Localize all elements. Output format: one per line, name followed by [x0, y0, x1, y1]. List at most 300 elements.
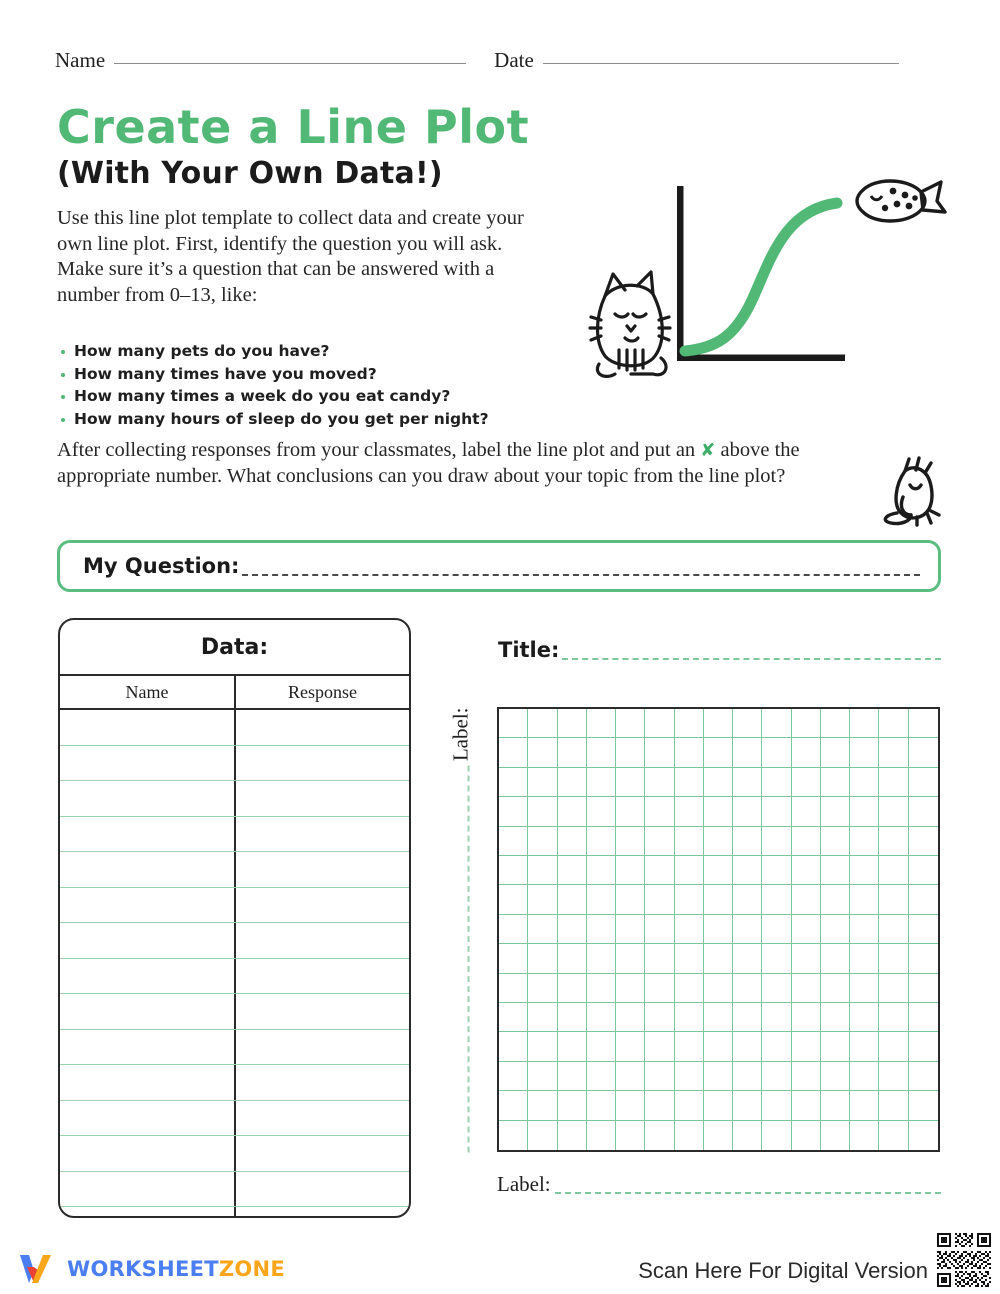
- grid-cell[interactable]: [675, 974, 704, 1003]
- grid-cell[interactable]: [879, 1091, 908, 1120]
- grid-cell[interactable]: [821, 885, 850, 914]
- grid-cell[interactable]: [616, 1032, 645, 1061]
- grid-cell[interactable]: [558, 885, 587, 914]
- table-cell-name[interactable]: [60, 1101, 236, 1136]
- grid-cell[interactable]: [675, 1062, 704, 1091]
- grid-cell[interactable]: [792, 885, 821, 914]
- grid-cell[interactable]: [909, 1091, 938, 1120]
- grid-cell[interactable]: [879, 1003, 908, 1032]
- grid-cell[interactable]: [528, 885, 557, 914]
- grid-cell[interactable]: [792, 1003, 821, 1032]
- table-row[interactable]: [60, 923, 409, 959]
- grid-cell[interactable]: [616, 1062, 645, 1091]
- grid-cell[interactable]: [733, 827, 762, 856]
- grid-cell[interactable]: [499, 856, 528, 885]
- grid-cell[interactable]: [675, 885, 704, 914]
- list-item: How many times a week do you eat candy?: [60, 385, 580, 408]
- grid-cell[interactable]: [733, 797, 762, 826]
- grid-cell[interactable]: [558, 1091, 587, 1120]
- grid-cell[interactable]: [528, 915, 557, 944]
- grid-cell[interactable]: [675, 709, 704, 738]
- table-cell-response[interactable]: [236, 1030, 409, 1065]
- grid-cell[interactable]: [909, 709, 938, 738]
- data-table: [58, 618, 411, 1218]
- table-row[interactable]: [60, 1172, 409, 1208]
- grid-cell[interactable]: [645, 1003, 674, 1032]
- table-cell-response[interactable]: [236, 781, 409, 816]
- grid-cell[interactable]: [499, 1091, 528, 1120]
- grid-cell[interactable]: [733, 1121, 762, 1150]
- grid-cell[interactable]: [733, 738, 762, 767]
- grid-cell[interactable]: [879, 856, 908, 885]
- grid-cell[interactable]: [792, 709, 821, 738]
- grid-cell[interactable]: [704, 797, 733, 826]
- grid-cell[interactable]: [850, 1121, 879, 1150]
- grid-cell[interactable]: [850, 856, 879, 885]
- table-row[interactable]: [60, 817, 409, 853]
- grid-cell[interactable]: [733, 885, 762, 914]
- table-row[interactable]: [60, 710, 409, 746]
- grid-cell[interactable]: [733, 974, 762, 1003]
- grid-cell[interactable]: [587, 709, 616, 738]
- grid-cell[interactable]: [704, 915, 733, 944]
- grid-cell[interactable]: [558, 915, 587, 944]
- my-question-input-line[interactable]: [242, 574, 920, 576]
- grid-cell[interactable]: [704, 856, 733, 885]
- grid-cell[interactable]: [675, 856, 704, 885]
- grid-cell[interactable]: [850, 768, 879, 797]
- table-cell-name[interactable]: [60, 959, 236, 994]
- grid-cell[interactable]: [704, 885, 733, 914]
- table-cell-name[interactable]: [60, 1172, 236, 1207]
- grid-cell[interactable]: [762, 885, 791, 914]
- grid-cell[interactable]: [909, 1003, 938, 1032]
- grid-cell[interactable]: [587, 797, 616, 826]
- grid-cell[interactable]: [675, 1121, 704, 1150]
- grid-cell[interactable]: [850, 1091, 879, 1120]
- table-cell-response[interactable]: [236, 959, 409, 994]
- grid-cell[interactable]: [792, 768, 821, 797]
- grid-cell[interactable]: [762, 1032, 791, 1061]
- grid-cell[interactable]: [792, 856, 821, 885]
- table-row[interactable]: [60, 1030, 409, 1066]
- table-row[interactable]: [60, 1136, 409, 1172]
- grid-cell[interactable]: [499, 827, 528, 856]
- table-cell-response[interactable]: [236, 1065, 409, 1100]
- grid-cell[interactable]: [587, 974, 616, 1003]
- grid-cell[interactable]: [909, 1121, 938, 1150]
- grid-cell[interactable]: [499, 738, 528, 767]
- name-input-line[interactable]: [114, 62, 466, 64]
- grid-cell[interactable]: [704, 827, 733, 856]
- grid-cell[interactable]: [850, 1003, 879, 1032]
- table-row[interactable]: [60, 781, 409, 817]
- grid-cell[interactable]: [762, 974, 791, 1003]
- grid-cell[interactable]: [587, 915, 616, 944]
- grid-cell[interactable]: [587, 885, 616, 914]
- grid-cell[interactable]: [528, 1062, 557, 1091]
- grid-cell[interactable]: [792, 915, 821, 944]
- grid-cell[interactable]: [704, 1121, 733, 1150]
- grid-cell[interactable]: [587, 768, 616, 797]
- grid-cell[interactable]: [792, 738, 821, 767]
- grid-cell[interactable]: [704, 768, 733, 797]
- grid-cell[interactable]: [821, 827, 850, 856]
- bird-illustration: [875, 455, 955, 530]
- grid-cell[interactable]: [675, 827, 704, 856]
- grid-cell[interactable]: [616, 1121, 645, 1150]
- table-row[interactable]: [60, 852, 409, 888]
- grid-cell[interactable]: [879, 827, 908, 856]
- grid-cell[interactable]: [850, 738, 879, 767]
- grid-cell[interactable]: [616, 1003, 645, 1032]
- grid-cell[interactable]: [616, 738, 645, 767]
- table-cell-name[interactable]: [60, 781, 236, 816]
- table-cell-response[interactable]: [236, 994, 409, 1029]
- grid-cell[interactable]: [762, 709, 791, 738]
- grid-cell[interactable]: [616, 974, 645, 1003]
- grid-cell[interactable]: [821, 1032, 850, 1061]
- grid-cell[interactable]: [909, 856, 938, 885]
- grid-cell[interactable]: [909, 738, 938, 767]
- table-cell-name[interactable]: [60, 852, 236, 887]
- grid-cell[interactable]: [704, 738, 733, 767]
- grid-cell[interactable]: [909, 797, 938, 826]
- grid-cell[interactable]: [558, 768, 587, 797]
- worksheetzone-logo[interactable]: [18, 1252, 285, 1286]
- grid-cell[interactable]: [645, 856, 674, 885]
- grid-cell[interactable]: [909, 827, 938, 856]
- grid-cell[interactable]: [733, 915, 762, 944]
- plot-title-input-line[interactable]: [562, 658, 941, 660]
- cat-icon: [590, 272, 670, 376]
- table-cell-response[interactable]: [236, 1136, 409, 1171]
- grid-cell[interactable]: [762, 827, 791, 856]
- grid-cell[interactable]: [850, 885, 879, 914]
- grid-cell[interactable]: [792, 944, 821, 973]
- table-cell-name[interactable]: [60, 746, 236, 781]
- grid-cell[interactable]: [528, 1121, 557, 1150]
- grid-cell[interactable]: [616, 709, 645, 738]
- grid-cell[interactable]: [792, 1121, 821, 1150]
- table-cell-name[interactable]: [60, 923, 236, 958]
- grid-cell[interactable]: [733, 944, 762, 973]
- grid-cell[interactable]: [558, 974, 587, 1003]
- grid-cell[interactable]: [528, 827, 557, 856]
- grid-cell[interactable]: [528, 974, 557, 1003]
- intro-paragraph: Use this line plot template to collect data and create your own line plot. First, identify the question you will ask. Make sure it’s a question that can be answered with a number from 0–13, like:: [57, 207, 524, 306]
- grid-cell[interactable]: [645, 885, 674, 914]
- grid-cell[interactable]: [704, 1091, 733, 1120]
- grid-cell[interactable]: [587, 856, 616, 885]
- grid-cell[interactable]: [821, 944, 850, 973]
- grid-cell[interactable]: [558, 1062, 587, 1091]
- grid-cell[interactable]: [821, 1121, 850, 1150]
- grid-cell[interactable]: [733, 709, 762, 738]
- name-label: Name: [55, 48, 106, 72]
- grid-cell[interactable]: [792, 827, 821, 856]
- grid-cell[interactable]: [675, 768, 704, 797]
- grid-cell[interactable]: [587, 738, 616, 767]
- grid-cell[interactable]: [645, 797, 674, 826]
- grid-cell[interactable]: [528, 1003, 557, 1032]
- grid-cell[interactable]: [909, 768, 938, 797]
- grid-cell[interactable]: [675, 944, 704, 973]
- grid-cell[interactable]: [528, 1032, 557, 1061]
- grid-cell[interactable]: [733, 1091, 762, 1120]
- grid-cell[interactable]: [499, 1121, 528, 1150]
- grid-cell[interactable]: [645, 1032, 674, 1061]
- grid-cell[interactable]: [499, 915, 528, 944]
- grid-cell[interactable]: [879, 944, 908, 973]
- grid-cell[interactable]: [704, 1032, 733, 1061]
- grid-cell[interactable]: [616, 944, 645, 973]
- table-cell-response[interactable]: [236, 1207, 409, 1218]
- grid-cell[interactable]: [762, 915, 791, 944]
- grid-cell[interactable]: [821, 768, 850, 797]
- table-cell-name[interactable]: [60, 1207, 236, 1218]
- table-cell-response[interactable]: [236, 888, 409, 923]
- grid-cell[interactable]: [528, 1091, 557, 1120]
- my-question-box[interactable]: [57, 540, 941, 592]
- grid-cell[interactable]: [645, 915, 674, 944]
- grid-cell[interactable]: [616, 768, 645, 797]
- page-title: Create a Line Plot: [57, 100, 530, 154]
- table-cell-name[interactable]: [60, 1065, 236, 1100]
- grid-cell[interactable]: [645, 768, 674, 797]
- grid-cell[interactable]: [645, 974, 674, 1003]
- grid-cell[interactable]: [558, 944, 587, 973]
- table-cell-name[interactable]: [60, 817, 236, 852]
- grid-cell[interactable]: [762, 1121, 791, 1150]
- my-question-label: My Question:: [83, 554, 240, 578]
- grid-cell[interactable]: [616, 827, 645, 856]
- grid-cell[interactable]: [792, 1091, 821, 1120]
- table-row[interactable]: [60, 1207, 409, 1218]
- grid-cell[interactable]: [821, 797, 850, 826]
- grid-cell[interactable]: [528, 856, 557, 885]
- grid-cell[interactable]: [850, 1032, 879, 1061]
- grid-cell[interactable]: [850, 1062, 879, 1091]
- grid-cell[interactable]: [879, 738, 908, 767]
- grid-cell[interactable]: [792, 1062, 821, 1091]
- grid-cell[interactable]: [792, 974, 821, 1003]
- grid-cell[interactable]: [558, 856, 587, 885]
- grid-cell[interactable]: [850, 709, 879, 738]
- grid-cell[interactable]: [675, 915, 704, 944]
- table-cell-response[interactable]: [236, 852, 409, 887]
- grid-cell[interactable]: [587, 1121, 616, 1150]
- grid-cell[interactable]: [587, 1062, 616, 1091]
- grid-cell[interactable]: [587, 827, 616, 856]
- table-cell-response[interactable]: [236, 710, 409, 745]
- grid-cell[interactable]: [850, 797, 879, 826]
- table-cell-name[interactable]: [60, 994, 236, 1029]
- grid-cell[interactable]: [558, 738, 587, 767]
- grid-cell[interactable]: [528, 709, 557, 738]
- grid-cell[interactable]: [499, 1032, 528, 1061]
- grid-cell[interactable]: [645, 1062, 674, 1091]
- name-date-row: [55, 48, 945, 78]
- plot-title-field[interactable]: [498, 638, 941, 662]
- x-axis-label-field[interactable]: [497, 1172, 941, 1197]
- grid-cell[interactable]: [850, 974, 879, 1003]
- grid-cell[interactable]: [499, 974, 528, 1003]
- grid-cell[interactable]: [645, 709, 674, 738]
- table-row[interactable]: [60, 1101, 409, 1137]
- grid-cell[interactable]: [704, 944, 733, 973]
- date-input-line[interactable]: [543, 62, 899, 64]
- grid-cell[interactable]: [528, 944, 557, 973]
- grid-cell[interactable]: [879, 768, 908, 797]
- table-cell-name[interactable]: [60, 1030, 236, 1065]
- grid-cell[interactable]: [558, 827, 587, 856]
- grid-cell[interactable]: [821, 915, 850, 944]
- x-axis-input-line[interactable]: [555, 1192, 941, 1194]
- grid-cell[interactable]: [850, 827, 879, 856]
- grid-cell[interactable]: [821, 709, 850, 738]
- table-row[interactable]: [60, 746, 409, 782]
- grid-cell[interactable]: [733, 1003, 762, 1032]
- grid-cell[interactable]: [762, 856, 791, 885]
- grid-cell[interactable]: [528, 738, 557, 767]
- grid-cell[interactable]: [762, 1062, 791, 1091]
- grid-cell[interactable]: [587, 1091, 616, 1120]
- grid-cell[interactable]: [558, 709, 587, 738]
- grid-cell[interactable]: [821, 1062, 850, 1091]
- worksheetzone-logo-icon: [18, 1253, 58, 1285]
- grid-cell[interactable]: [762, 768, 791, 797]
- grid-cell[interactable]: [879, 974, 908, 1003]
- grid-cell[interactable]: [675, 1032, 704, 1061]
- table-cell-name[interactable]: [60, 710, 236, 745]
- grid-cell[interactable]: [645, 1091, 674, 1120]
- grid-cell[interactable]: [879, 915, 908, 944]
- grid-cell[interactable]: [879, 1062, 908, 1091]
- grid-cell[interactable]: [675, 1003, 704, 1032]
- grid-cell[interactable]: [704, 1003, 733, 1032]
- grid-cell[interactable]: [879, 885, 908, 914]
- grid-cell[interactable]: [645, 944, 674, 973]
- y-axis-input-line[interactable]: [467, 765, 469, 1152]
- grid-cell[interactable]: [616, 856, 645, 885]
- grid-cell[interactable]: [499, 885, 528, 914]
- y-axis-label: Label:: [448, 707, 473, 761]
- grid-cell[interactable]: [645, 827, 674, 856]
- grid-cell[interactable]: [616, 915, 645, 944]
- grid-cell[interactable]: [704, 709, 733, 738]
- grid-cell[interactable]: [616, 885, 645, 914]
- grid-cell[interactable]: [675, 1091, 704, 1120]
- grid-cell[interactable]: [733, 1032, 762, 1061]
- grid-cell[interactable]: [704, 1062, 733, 1091]
- grid-cell[interactable]: [499, 709, 528, 738]
- grid-cell[interactable]: [792, 797, 821, 826]
- table-cell-response[interactable]: [236, 1172, 409, 1207]
- grid-cell[interactable]: [499, 768, 528, 797]
- grid-cell[interactable]: [733, 856, 762, 885]
- table-cell-response[interactable]: [236, 746, 409, 781]
- table-row[interactable]: [60, 994, 409, 1030]
- line-plot-grid[interactable]: [497, 707, 940, 1152]
- grid-cell[interactable]: [909, 974, 938, 1003]
- grid-cell[interactable]: [675, 738, 704, 767]
- grid-cell[interactable]: [879, 709, 908, 738]
- grid-cell[interactable]: [675, 797, 704, 826]
- grid-cell[interactable]: [792, 1032, 821, 1061]
- grid-cell[interactable]: [821, 1003, 850, 1032]
- grid-cell[interactable]: [558, 1032, 587, 1061]
- grid-cell[interactable]: [909, 1032, 938, 1061]
- grid-cell[interactable]: [762, 1091, 791, 1120]
- grid-cell[interactable]: [645, 1121, 674, 1150]
- logo-word-worksheet: WORKSHEET: [67, 1257, 219, 1281]
- table-cell-name[interactable]: [60, 1136, 236, 1171]
- grid-cell[interactable]: [616, 1091, 645, 1120]
- grid-cell[interactable]: [499, 944, 528, 973]
- grid-cell[interactable]: [558, 1003, 587, 1032]
- table-row[interactable]: [60, 1065, 409, 1101]
- grid-cell[interactable]: [850, 944, 879, 973]
- table-cell-response[interactable]: [236, 1101, 409, 1136]
- column-header-name: Name: [60, 676, 236, 708]
- grid-cell[interactable]: [558, 797, 587, 826]
- table-row[interactable]: [60, 959, 409, 995]
- grid-cell[interactable]: [499, 1062, 528, 1091]
- grid-cell[interactable]: [821, 856, 850, 885]
- grid-cell[interactable]: [733, 1062, 762, 1091]
- grid-cell[interactable]: [909, 944, 938, 973]
- grid-cell[interactable]: [499, 797, 528, 826]
- grid-cell[interactable]: [587, 944, 616, 973]
- grid-cell[interactable]: [558, 1121, 587, 1150]
- grid-cell[interactable]: [704, 974, 733, 1003]
- grid-cell[interactable]: [909, 885, 938, 914]
- grid-cell[interactable]: [587, 1032, 616, 1061]
- grid-cell[interactable]: [587, 1003, 616, 1032]
- grid-cell[interactable]: [909, 1062, 938, 1091]
- grid-cell[interactable]: [879, 797, 908, 826]
- grid-cell[interactable]: [821, 738, 850, 767]
- list-item: How many times have you moved?: [60, 363, 580, 386]
- grid-cell[interactable]: [499, 1003, 528, 1032]
- grid-cell[interactable]: [879, 1121, 908, 1150]
- grid-cell[interactable]: [645, 738, 674, 767]
- page-subtitle: (With Your Own Data!): [57, 156, 443, 191]
- grid-cell[interactable]: [528, 768, 557, 797]
- qr-code[interactable]: [935, 1231, 993, 1289]
- grid-cell[interactable]: [850, 915, 879, 944]
- table-cell-name[interactable]: [60, 888, 236, 923]
- table-row[interactable]: [60, 888, 409, 924]
- line-series-path: [685, 203, 837, 351]
- grid-cell[interactable]: [821, 974, 850, 1003]
- table-cell-response[interactable]: [236, 817, 409, 852]
- table-cell-response[interactable]: [236, 923, 409, 958]
- grid-cell[interactable]: [821, 1091, 850, 1120]
- grid-cell[interactable]: [762, 944, 791, 973]
- grid-cell[interactable]: [909, 915, 938, 944]
- y-axis-label-field[interactable]: [444, 707, 478, 1152]
- grid-cell[interactable]: [733, 768, 762, 797]
- instructions-part-2: above the appropriate number. What conclusions can you draw about your topic from the line plot?: [57, 439, 800, 487]
- grid-cell[interactable]: [762, 1003, 791, 1032]
- grid-cell[interactable]: [616, 797, 645, 826]
- grid-cell[interactable]: [762, 797, 791, 826]
- grid-cell[interactable]: [528, 797, 557, 826]
- grid-cell[interactable]: [762, 738, 791, 767]
- grid-cell[interactable]: [879, 1032, 908, 1061]
